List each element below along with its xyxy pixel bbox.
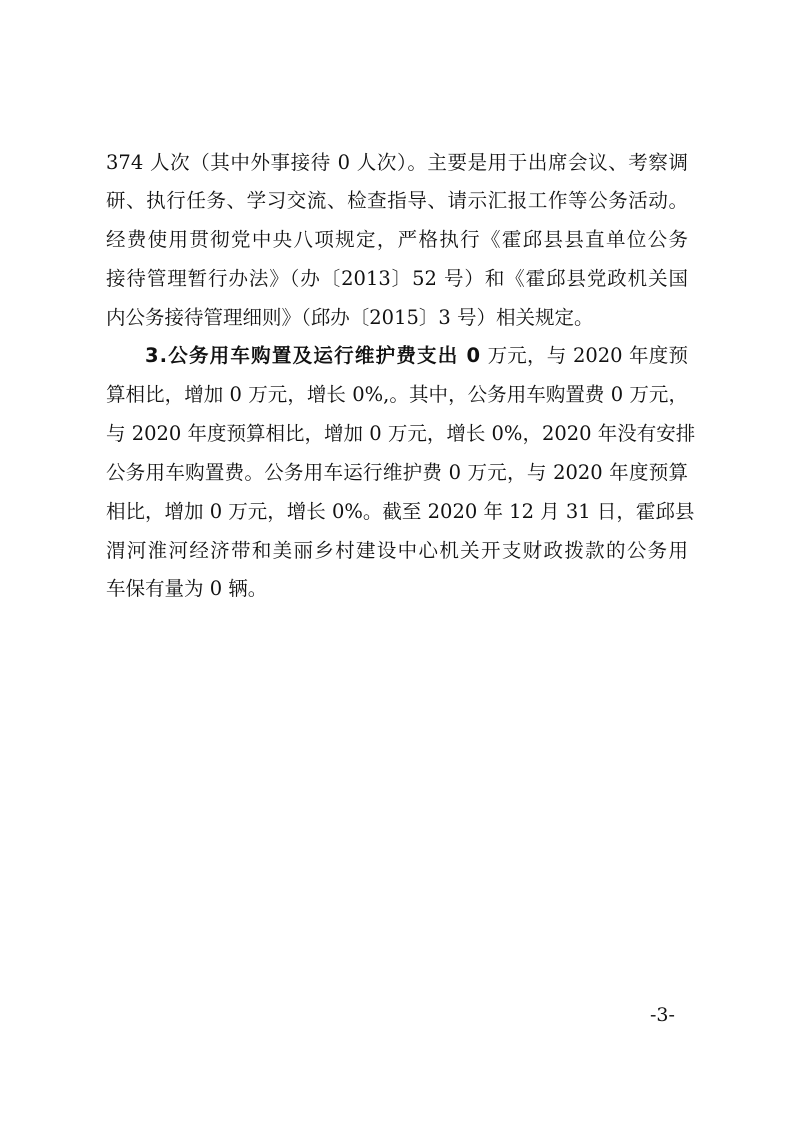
section-heading: 3.公务用车购置及运行维护费支出 0 (145, 344, 482, 367)
paragraph-1-line-2: 研、执行任务、学习交流、检查指导、请示汇报工作等公务活动。 (106, 189, 688, 212)
paragraph-2-line-6: 渭河淮河经济带和美丽乡村建设中心机关开支财政拨款的公务用 (106, 539, 688, 562)
paragraph-2-line-2: 算相比，增加 0 万元，增长 0%,。其中，公务用车购置费 0 万元， (106, 383, 688, 406)
paragraph-2-line-3: 与 2020 年度预算相比，增加 0 万元，增长 0%，2020 年没有安排 (106, 422, 696, 445)
paragraph-1-line-4: 接待管理暂行办法》（办〔2013〕52 号）和《霍邱县党政机关国 (106, 267, 688, 290)
paragraph-2-line-5: 相比，增加 0 万元，增长 0%。截至 2020 年 12 月 31 日，霍邱县 (106, 500, 695, 523)
paragraph-1-line-5: 内公务接待管理细则》（邱办〔2015〕3 号）相关规定。 (106, 306, 594, 329)
paragraph-1-line-1: 374 人次（其中外事接待 0 人次）。主要是用于出席会议、考察调 (106, 151, 688, 174)
paragraph-2-line-4: 公务用车购置费。公务用车运行维护费 0 万元，与 2020 年度预算 (106, 461, 688, 484)
paragraph-2-line-7: 车保有量为 0 辆。 (106, 577, 268, 600)
paragraph-1-line-3: 经费使用贯彻党中央八项规定，严格执行《霍邱县县直单位公务 (106, 228, 688, 251)
paragraph-2-line-1-rest: 万元，与 2020 年度预 (487, 344, 688, 367)
paragraph-2-line-1 (145, 339, 688, 373)
page-number: -3- (650, 1004, 675, 1026)
